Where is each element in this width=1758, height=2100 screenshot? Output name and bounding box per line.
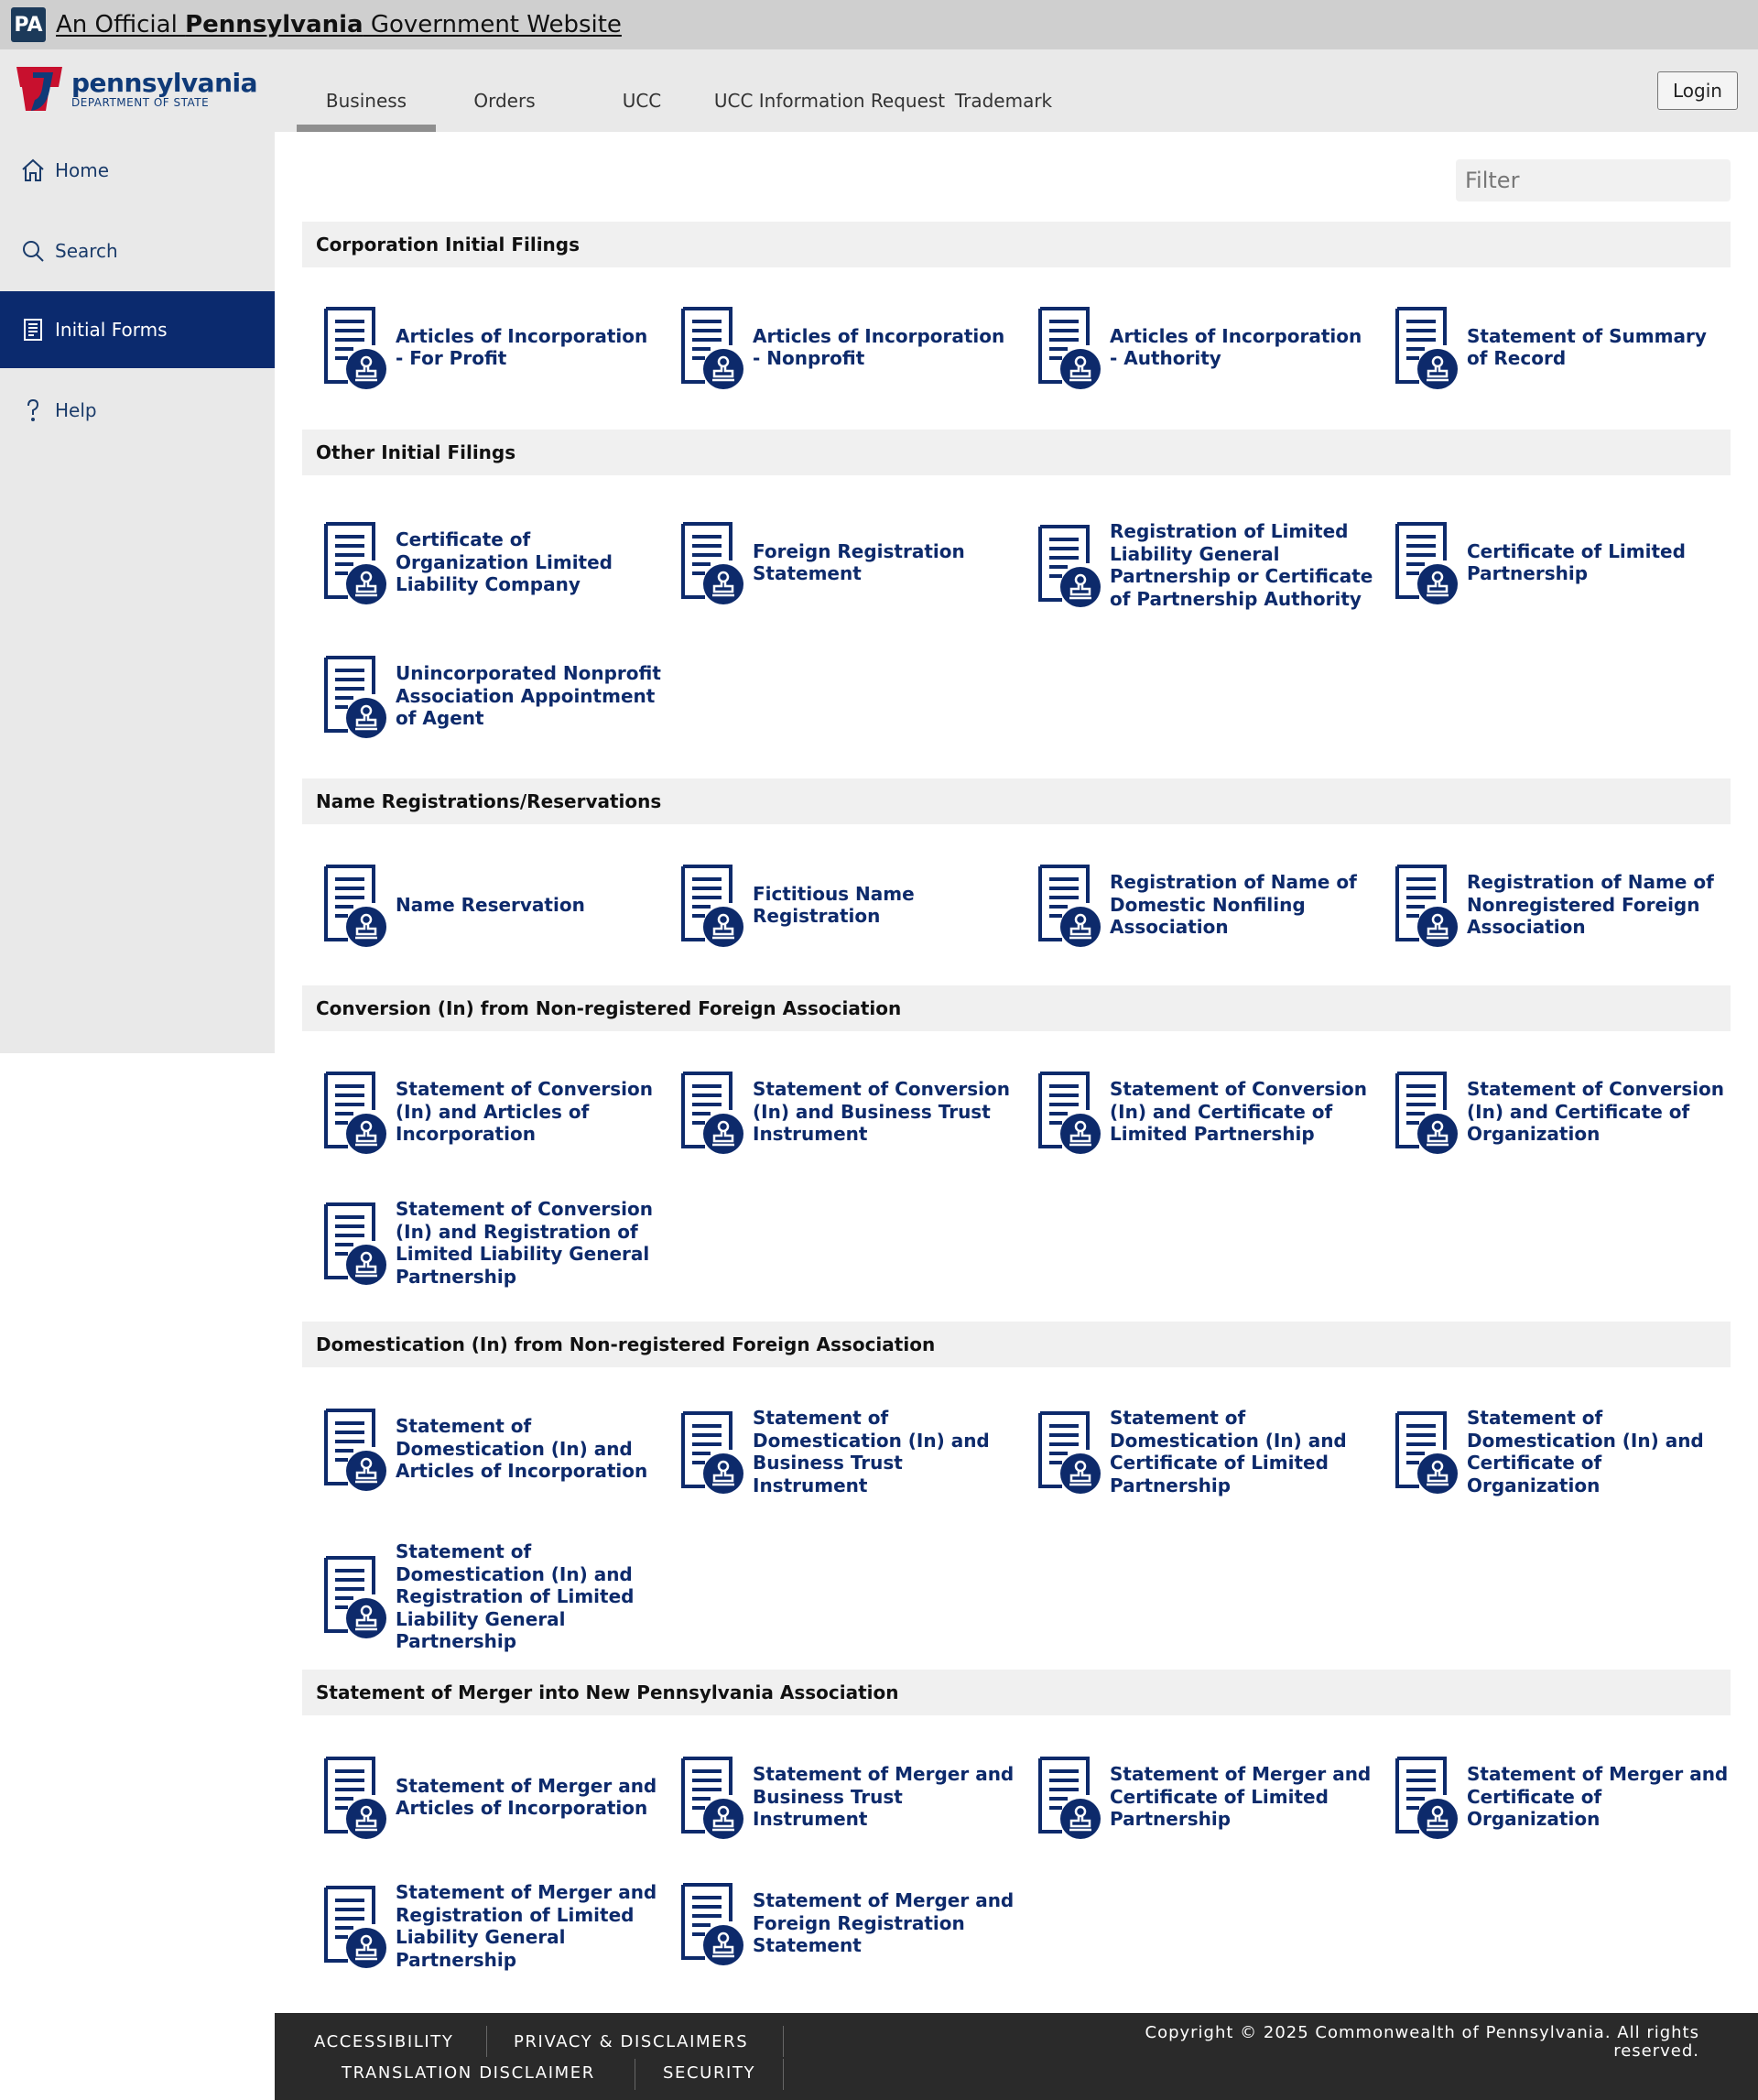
document-stamp-icon (1392, 520, 1458, 604)
form-item[interactable] (1392, 1755, 1740, 1839)
form-item[interactable] (1392, 863, 1740, 947)
tab-label: UCC (622, 90, 662, 112)
form-item[interactable] (678, 1407, 1026, 1496)
form-item[interactable] (678, 1070, 1026, 1154)
pa-keystone-icon (11, 7, 46, 42)
form-label: Registration of Name of Nonregistered Foreign Association (1467, 871, 1714, 939)
sidebar-item-label: Search (55, 240, 118, 262)
sidebar-item-home[interactable] (0, 132, 275, 209)
document-stamp-icon (1392, 1070, 1458, 1154)
document-stamp-icon (320, 1554, 386, 1638)
form-label: Statement of Merger and Business Trust Instrument (753, 1763, 1015, 1831)
footer-link-accessibility[interactable]: ACCESSIBILITY (314, 2032, 454, 2051)
form-label: Foreign Registration Statement (753, 539, 965, 584)
form-label: Statement of Conversion (In) and Business Trust Instrument (753, 1078, 1011, 1146)
document-stamp-icon (1035, 523, 1101, 607)
document-stamp-icon (678, 1070, 743, 1154)
form-item[interactable] (678, 1755, 1026, 1839)
footer-link-security[interactable]: SECURITY (663, 2063, 756, 2083)
form-item[interactable] (678, 1881, 1026, 1965)
search-icon (20, 238, 46, 264)
forms-icon (20, 317, 46, 343)
site-footer (275, 2013, 1758, 2100)
form-item[interactable] (678, 863, 1026, 947)
form-label: Registration of Name of Domestic Nonfiling Association (1110, 871, 1357, 939)
sidebar-item-search[interactable] (0, 212, 275, 289)
form-label: Statement of Domestication (In) and Articles of Incorporation (396, 1415, 648, 1483)
section-header-conversion-in: Conversion (In) from Non-registered Foreign Association (302, 985, 1731, 1031)
sidebar-item-help[interactable] (0, 372, 275, 449)
dos-logo[interactable] (13, 62, 257, 117)
form-item[interactable] (678, 520, 1026, 604)
document-stamp-icon (1392, 1755, 1458, 1839)
form-label: Statement of Conversion (In) and Certificate of Organization (1467, 1078, 1725, 1146)
form-label: Statement of Summary of Record (1467, 324, 1707, 369)
footer-link-translation-disclaimer[interactable]: TRANSLATION DISCLAIMER (342, 2063, 595, 2083)
form-item[interactable] (1035, 520, 1383, 610)
form-label: Statement of Domestication (In) and Business Trust Instrument (753, 1407, 990, 1496)
official-government-banner (0, 0, 1758, 49)
document-stamp-icon (1392, 863, 1458, 947)
document-stamp-icon (320, 305, 386, 389)
keystone-logo-icon (13, 63, 66, 116)
document-stamp-icon (1035, 863, 1101, 947)
section-header-statement-of-merger: Statement of Merger into New Pennsylvania Association (302, 1670, 1731, 1715)
form-item[interactable] (320, 520, 668, 604)
section-header-corporation-initial-filings: Corporation Initial Filings (302, 222, 1731, 267)
tab-label: Business (325, 90, 407, 112)
footer-divider (783, 2026, 784, 2057)
form-item[interactable] (320, 654, 668, 738)
form-item[interactable] (320, 1070, 668, 1154)
form-item[interactable] (1392, 1407, 1740, 1496)
form-label: Statement of Conversion (In) and Certificate of Limited Partnership (1110, 1078, 1368, 1146)
main-tabs (297, 49, 1058, 132)
form-item[interactable] (320, 1755, 668, 1839)
document-stamp-icon (1035, 1070, 1101, 1154)
tab-trademark[interactable] (949, 49, 1058, 132)
form-label: Statement of Domestication (In) and Registration of Limited Liability General Partnership (396, 1540, 635, 1652)
form-item[interactable] (1392, 1070, 1740, 1154)
tab-ucc[interactable] (573, 49, 711, 132)
pa-badge-text: PA (14, 13, 43, 37)
form-item[interactable] (1035, 305, 1383, 389)
form-label: Statement of Conversion (In) and Registration of Limited Liability General Partnership (396, 1198, 654, 1288)
form-item[interactable] (320, 1407, 668, 1491)
form-label: Statement of Merger and Certificate of Limited Partnership (1110, 1763, 1372, 1831)
gov-text-bold: Pennsylvania (185, 11, 364, 38)
document-stamp-icon (320, 863, 386, 947)
form-label: Statement of Domestication (In) and Certificate of Organization (1467, 1407, 1704, 1496)
form-item[interactable] (320, 863, 668, 947)
logo-subtitle: DEPARTMENT OF STATE (71, 96, 210, 109)
gov-text-prefix: An Official (56, 11, 186, 38)
copyright-text: Copyright © 2025 Commonwealth of Pennsylvania. All rights reserved. (1145, 2023, 1699, 2061)
document-stamp-icon (678, 1881, 743, 1965)
tab-business[interactable] (297, 49, 436, 132)
form-label: Name Reservation (396, 893, 585, 916)
gov-text-suffix: Government Website (363, 11, 622, 38)
tab-orders[interactable] (436, 49, 573, 132)
sidebar-item-label: Help (55, 399, 97, 421)
form-label: Statement of Conversion (In) and Articles of Incorporation (396, 1078, 654, 1146)
document-stamp-icon (678, 1755, 743, 1839)
form-item[interactable] (1035, 863, 1383, 947)
home-icon (20, 158, 46, 183)
section-header-name-registrations: Name Registrations/Reservations (302, 778, 1731, 824)
document-stamp-icon (320, 654, 386, 738)
form-item[interactable] (1392, 305, 1740, 389)
sidebar-item-label: Home (55, 159, 110, 181)
help-icon (20, 397, 46, 423)
form-label: Certificate of Organization Limited Liability Company (396, 528, 613, 596)
document-stamp-icon (320, 1407, 386, 1491)
form-label: Statement of Merger and Articles of Incorporation (396, 1774, 657, 1819)
form-item[interactable] (320, 1198, 668, 1288)
section-header-other-initial-filings: Other Initial Filings (302, 430, 1731, 475)
form-label: Fictitious Name Registration (753, 882, 915, 927)
form-label: Certificate of Limited Partnership (1467, 539, 1686, 584)
form-label: Unincorporated Nonprofit Association Appointment of Agent (396, 662, 661, 730)
form-item[interactable] (678, 305, 1026, 389)
form-item[interactable] (320, 1881, 668, 1971)
document-stamp-icon (678, 863, 743, 947)
sidebar-nav (0, 132, 275, 1053)
login-button[interactable]: Login (1657, 71, 1738, 110)
form-item[interactable] (1035, 1407, 1383, 1496)
form-label: Statement of Merger and Foreign Registration Statement (753, 1889, 1015, 1957)
document-stamp-icon (320, 520, 386, 604)
document-stamp-icon (1035, 1409, 1101, 1494)
sidebar-item-initial-forms[interactable] (0, 291, 275, 368)
form-label: Registration of Limited Liability General Partnership or Certificate of Partnership Authority (1110, 520, 1373, 610)
site-header (0, 49, 1758, 132)
document-stamp-icon (678, 1409, 743, 1494)
filter-input[interactable] (1456, 159, 1731, 201)
form-item[interactable] (1035, 1070, 1383, 1154)
document-stamp-icon (1392, 1409, 1458, 1494)
tab-label: Trademark (954, 90, 1053, 112)
document-stamp-icon (320, 1755, 386, 1839)
document-stamp-icon (320, 1201, 386, 1285)
form-label: Articles of Incorporation - For Profit (396, 324, 648, 369)
form-item[interactable] (320, 305, 668, 389)
form-label: Statement of Merger and Registration of Limited Liability General Partnership (396, 1881, 657, 1971)
form-label: Statement of Merger and Certificate of Organization (1467, 1763, 1729, 1831)
footer-divider (486, 2026, 487, 2057)
form-item[interactable] (1035, 1755, 1383, 1839)
footer-divider (783, 2059, 784, 2090)
form-label: Articles of Incorporation - Nonprofit (753, 324, 1005, 369)
form-item[interactable] (1392, 520, 1740, 604)
tab-label: UCC Information Request (713, 90, 946, 112)
section-header-domestication-in: Domestication (In) from Non-registered Foreign Association (302, 1322, 1731, 1367)
document-stamp-icon (1035, 1755, 1101, 1839)
form-label: Statement of Domestication (In) and Certificate of Limited Partnership (1110, 1407, 1347, 1496)
sidebar-item-label: Initial Forms (55, 319, 168, 341)
footer-link-privacy[interactable]: PRIVACY & DISCLAIMERS (514, 2032, 749, 2051)
tab-ucc-information-request[interactable] (711, 49, 949, 132)
official-website-link[interactable] (56, 11, 622, 38)
form-label: Articles of Incorporation - Authority (1110, 324, 1362, 369)
document-stamp-icon (1392, 305, 1458, 389)
logo-title: pennsylvania (71, 68, 257, 98)
document-stamp-icon (678, 305, 743, 389)
document-stamp-icon (320, 1884, 386, 1968)
document-stamp-icon (1035, 305, 1101, 389)
tab-label: Orders (473, 90, 536, 112)
document-stamp-icon (678, 520, 743, 604)
form-item[interactable] (320, 1540, 668, 1653)
document-stamp-icon (320, 1070, 386, 1154)
